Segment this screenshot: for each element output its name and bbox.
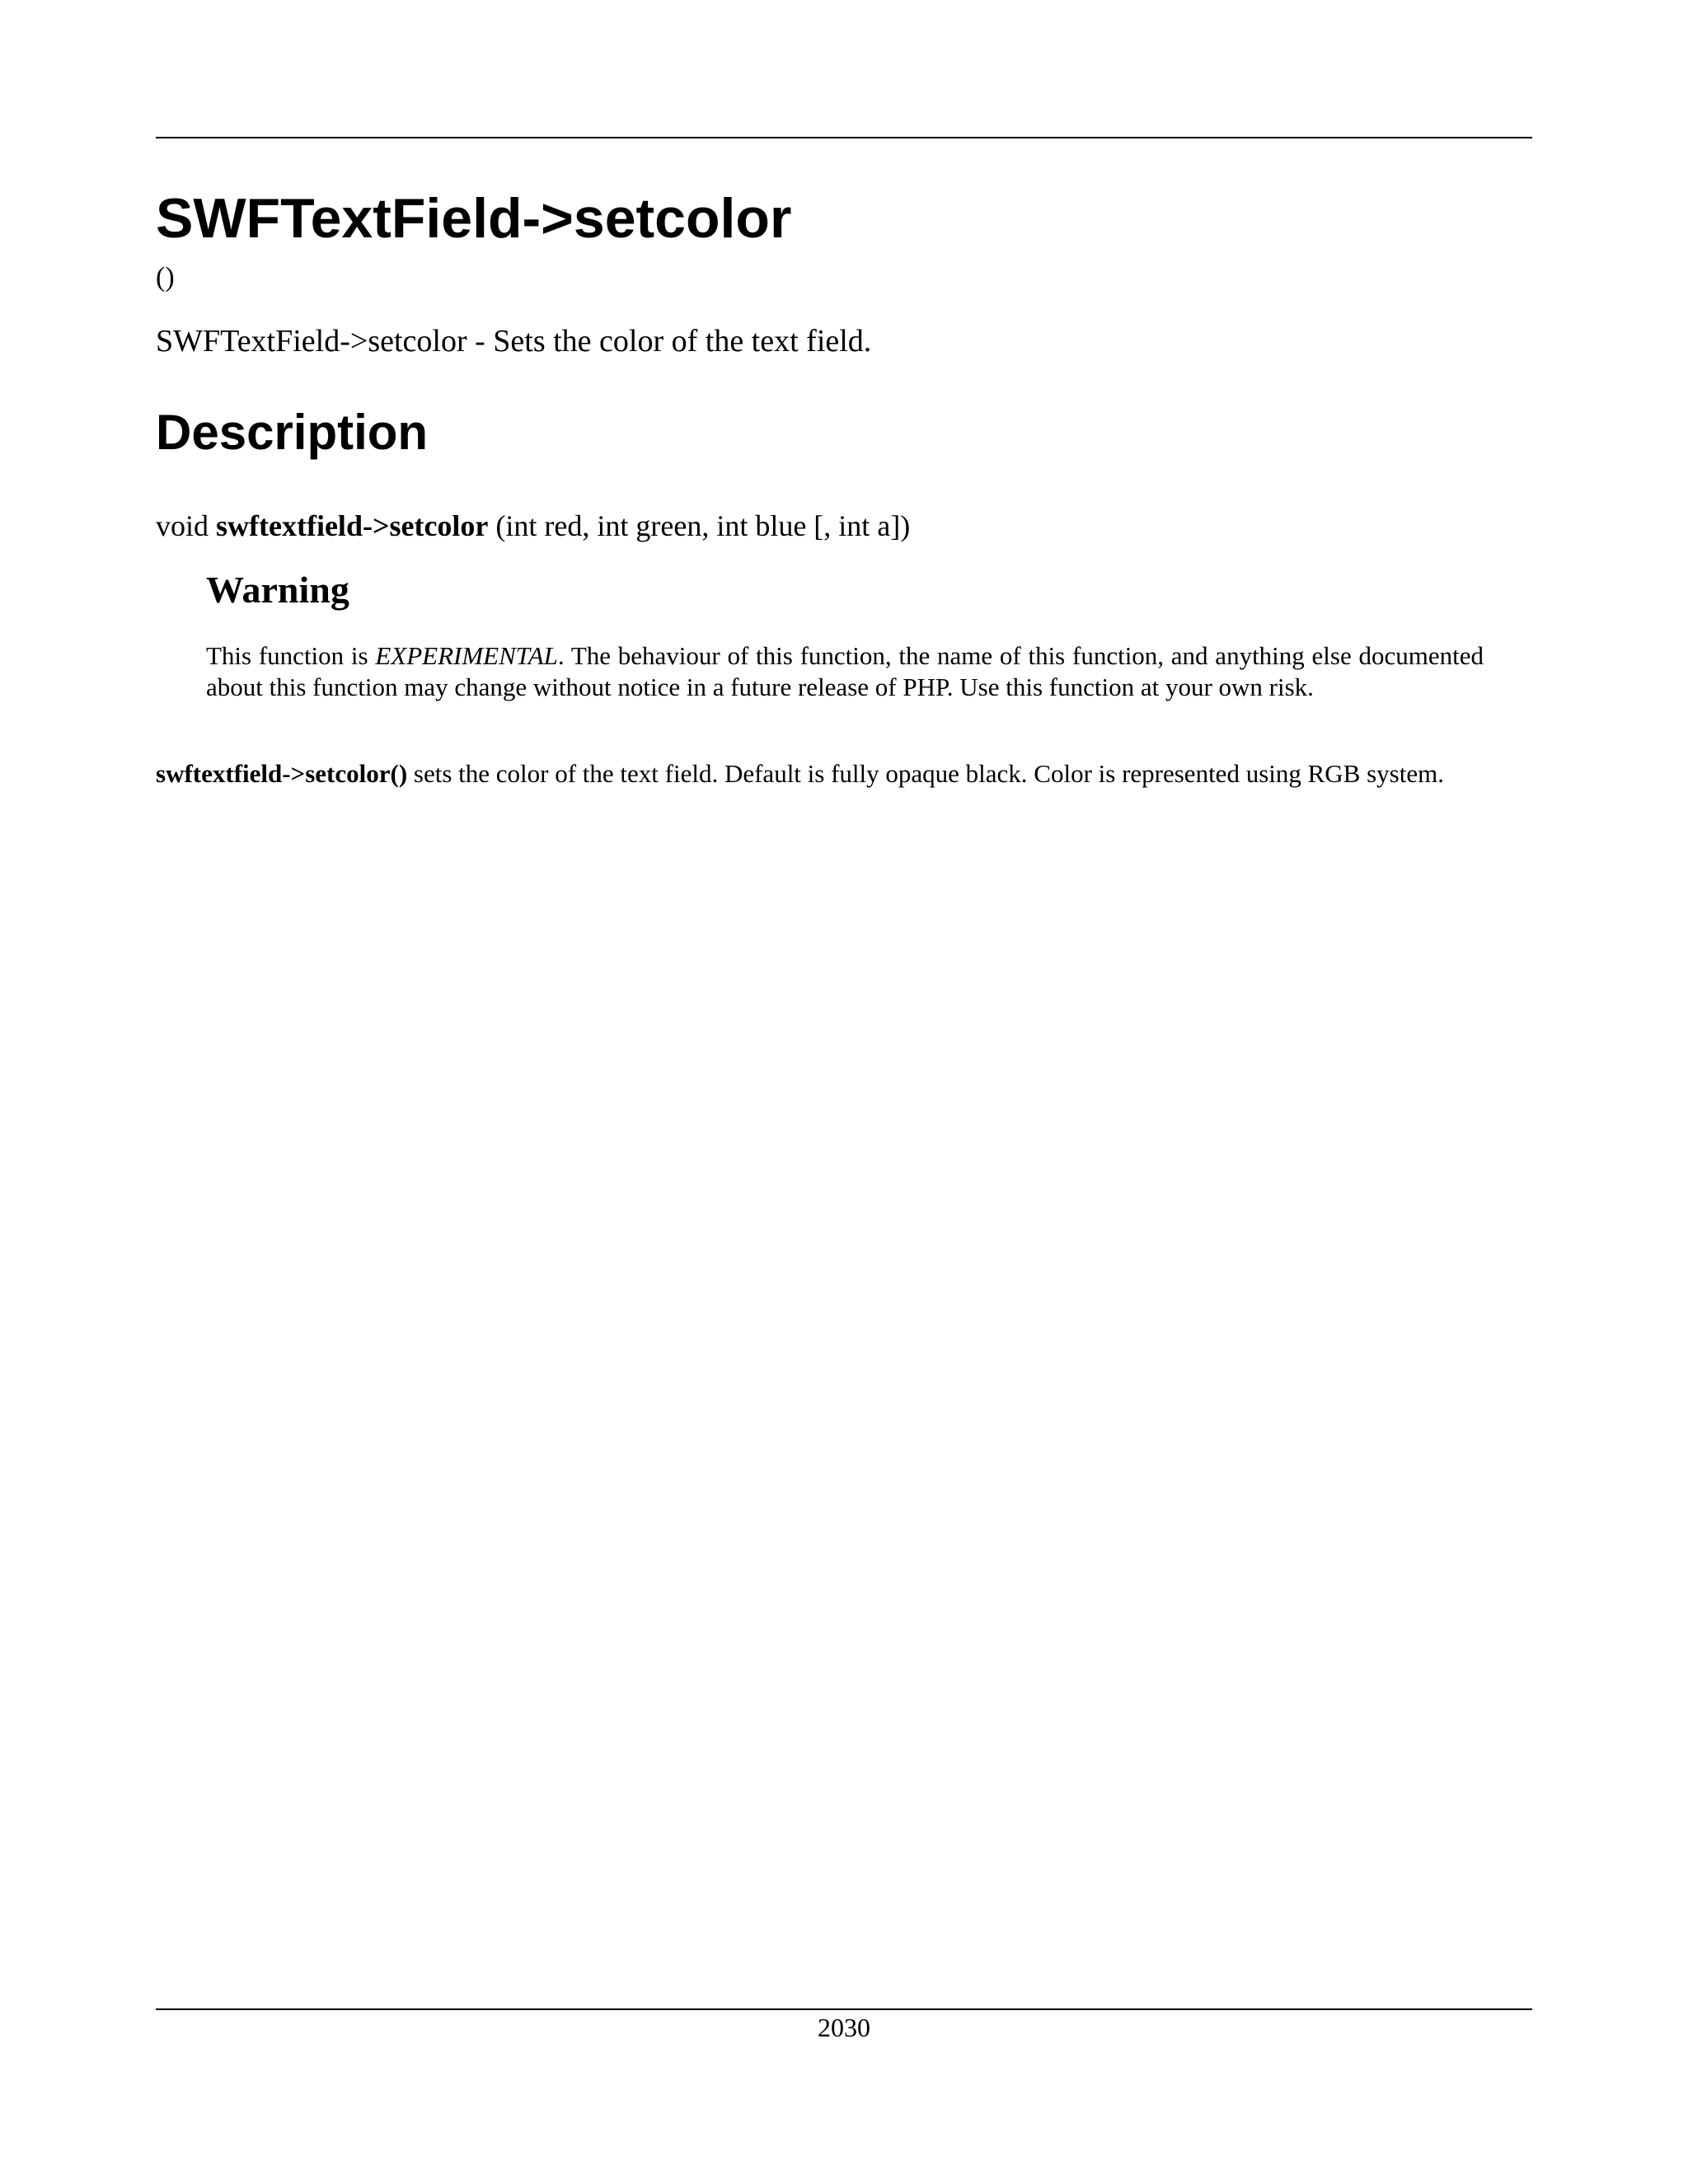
page-title: SWFTextField->setcolor (156, 187, 792, 250)
warning-text-before: This function is (206, 641, 376, 670)
function-name: swftextfield->setcolor (216, 509, 489, 542)
warning-title: Warning (206, 569, 349, 611)
warning-text (206, 640, 1484, 703)
title-parens: () (156, 262, 175, 293)
warning-text-after: . The behaviour of this function, the name of this function, and anything else documented about this function may change without notice in a future release of PHP. Use this function at your own risk. (206, 641, 1484, 701)
function-params: (int red, int green, int blue [, int a]) (495, 509, 911, 542)
function-reference: swftextfield->setcolor() (156, 759, 408, 788)
header-rule (156, 137, 1532, 138)
ref-purpose: SWFTextField->setcolor - Sets the color of the text field. (156, 324, 872, 359)
page-number: 2030 (818, 2013, 870, 2042)
description-paragraph (156, 758, 1532, 790)
warning-emphasis: EXPERIMENTAL (375, 641, 558, 670)
footer-rule (156, 2008, 1532, 2010)
description-text: sets the color of the text field. Default is fully opaque black. Color is represented using RGB system. (407, 759, 1444, 788)
return-type: void (156, 509, 209, 542)
description-heading: Description (156, 405, 429, 460)
function-synopsis (156, 509, 910, 544)
